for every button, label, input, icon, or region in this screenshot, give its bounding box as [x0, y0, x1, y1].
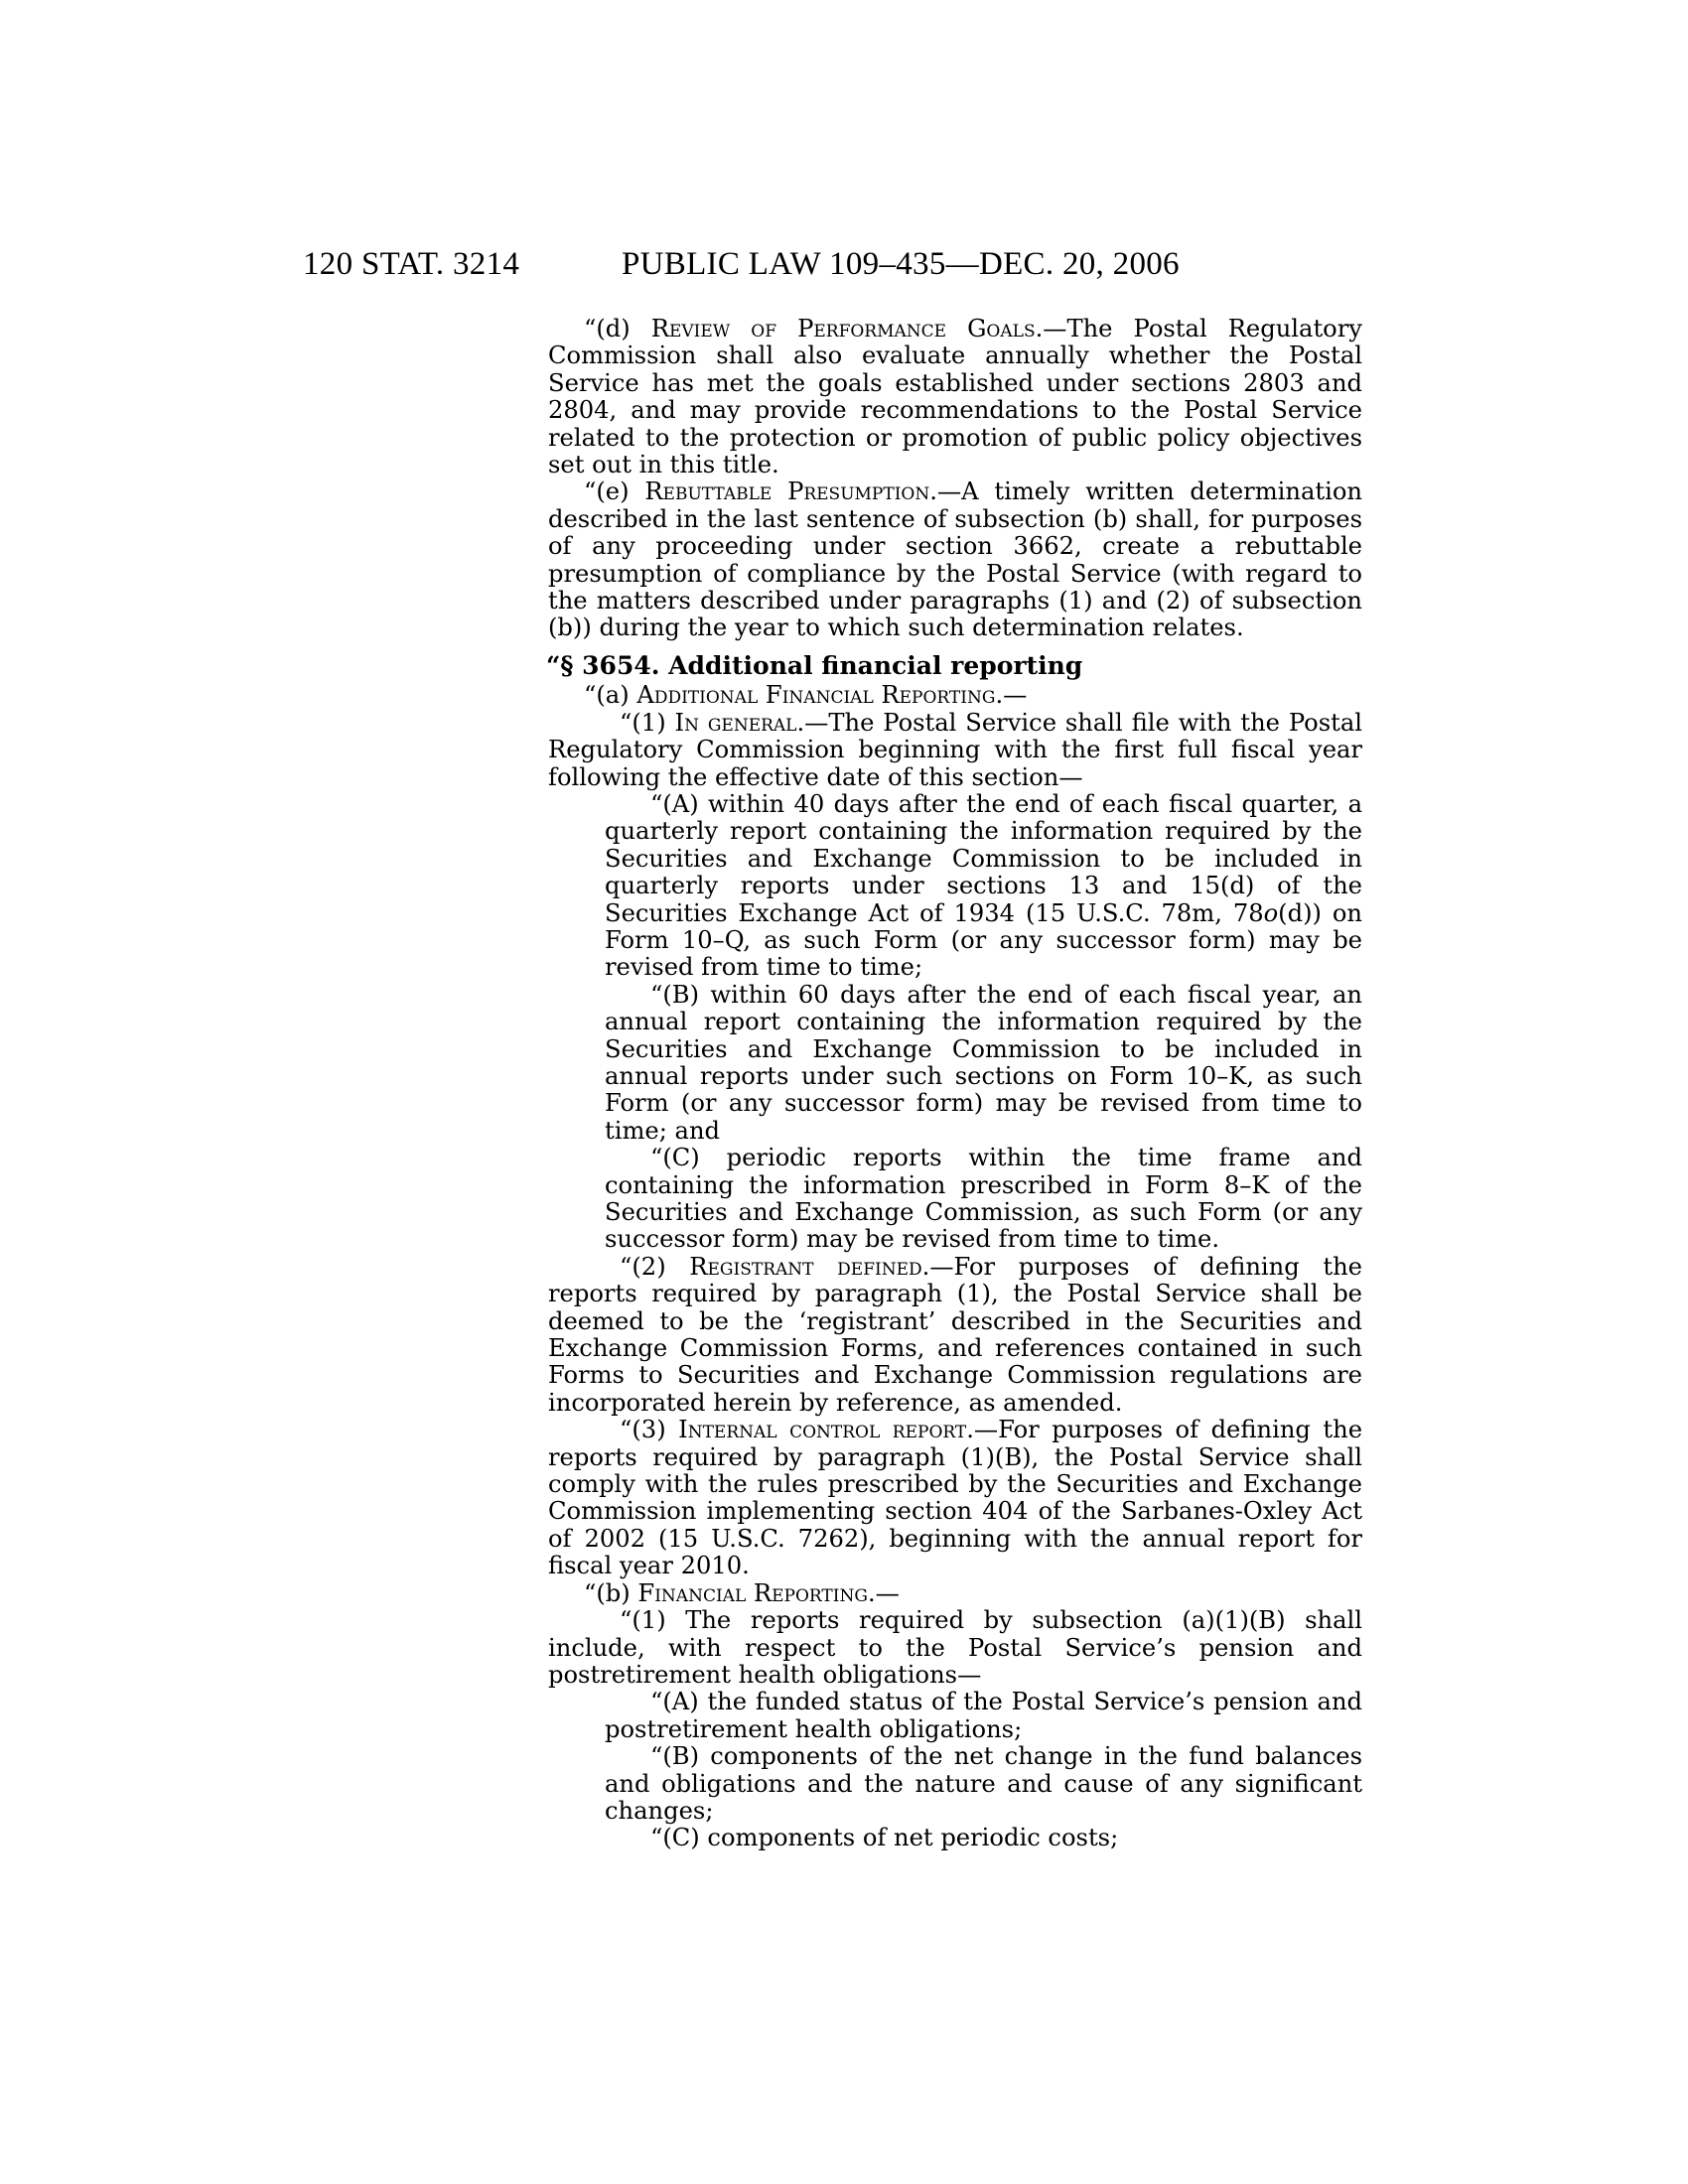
paragraph-a3: “(3) Internal control report.—For purposes of defining the reports required by paragraph (1)(B), the Postal Service shall comply with the rules prescribed by the Securities and Exchange Commission implementing section 404 of the Sarbanes-Oxley Act of 2002 (15 U.S.C. 7262), beginning with the annual report for fiscal year 2010.: [548, 1416, 1363, 1580]
subsection-e-heading: Rebuttable Presumption: [644, 478, 930, 506]
subparagraph-a1B: “(B) within 60 days after the end of each fiscal year, an annual report containing the information required by the Securities and Exchange Commission to be included in annual reports under such sections on Form 10–K, as such Form (or any successor form) may be revised from time to time; and: [605, 980, 1362, 1145]
subsection-b: “(b) Financial Reporting.—: [584, 1578, 900, 1607]
paragraph-a3-heading: Internal control report: [678, 1416, 967, 1444]
subsection-a: “(a) Additional Financial Reporting.—: [584, 681, 1028, 710]
paragraph-b1: “(1) The reports required by subsection (a)(1)(B) shall include, with respect to the Postal Service’s pension and postretirement health obligations—: [548, 1606, 1362, 1689]
document-body: [548, 316, 1362, 1852]
public-law-header: PUBLIC LAW 109–435—DEC. 20, 2006: [622, 246, 1180, 282]
subparagraph-b1B: “(B) components of the net change in the fund balances and obligations and the nature and cause of any significant changes;: [605, 1742, 1362, 1825]
subsection-e: “(e) Rebuttable Presumption.—A timely written determination described in the last sentence of subsection (b) shall, for purposes of any proceeding under section 3662, create a rebuttable presumption of compliance by the Postal Service (with regard to the matters described under paragraphs (1) and (2) of subsection (b)) during the year to which such determination relates.: [548, 478, 1362, 642]
subsection-b-heading: Financial Reporting: [637, 1578, 868, 1607]
paragraph-a1: “(1) In general.—The Postal Service shall file with the Postal Regulatory Commission beginning with the first full fiscal year following the effective date of this section—: [548, 708, 1362, 791]
subsection-a-heading: Additional Financial Reporting: [636, 681, 996, 710]
subsection-d-heading: Review of Performance Goals: [650, 315, 1036, 342]
subsection-d: “(d) Review of Performance Goals.—The Postal Regulatory Commission shall also evaluate annually whether the Postal Service has met the goals established under sections 2803 and 2804, and may provide recommendations to the Postal Service related to the protection or promotion of public policy objectives set out in this title.: [548, 315, 1362, 479]
subparagraph-a1A: “(A) within 40 days after the end of each fiscal quarter, a quarterly report containing the information required by the Securities and Exchange Commission to be included in quarterly reports under sections 13 and 15(d) of the Securities Exchange Act of 1934 (15 U.S.C. 78m, 78o(d)) on Form 10–Q, as such Form (or any successor form) may be revised from time to time;: [605, 789, 1362, 982]
paragraph-a1-heading: In general: [674, 708, 797, 737]
subparagraph-a1C: “(C) periodic reports within the time frame and containing the information prescribed in Form 8–K of the Securities and Exchange Commission, as such Form (or any successor form) may be revised from time to time.: [605, 1144, 1362, 1254]
statute-page-number: 120 STAT. 3214: [303, 246, 520, 282]
paragraph-a2: “(2) Registrant defined.—For purposes of defining the reports required by paragraph (1), the Postal Service shall be deemed to be the ‘registrant’ described in the Securities and Exchange Commission Forms, and references contained in such Forms to Securities and Exchange Commission regulations are incorporated herein by reference, as amended.: [548, 1252, 1362, 1417]
paragraph-a2-heading: Registrant defined: [689, 1252, 922, 1281]
subparagraph-b1C: “(C) components of net periodic costs;: [650, 1824, 1119, 1852]
section-heading: “§ 3654. Additional financial reporting: [546, 650, 1083, 680]
subparagraph-b1A: “(A) the funded status of the Postal Service’s pension and postretirement health obligations;: [605, 1688, 1362, 1743]
